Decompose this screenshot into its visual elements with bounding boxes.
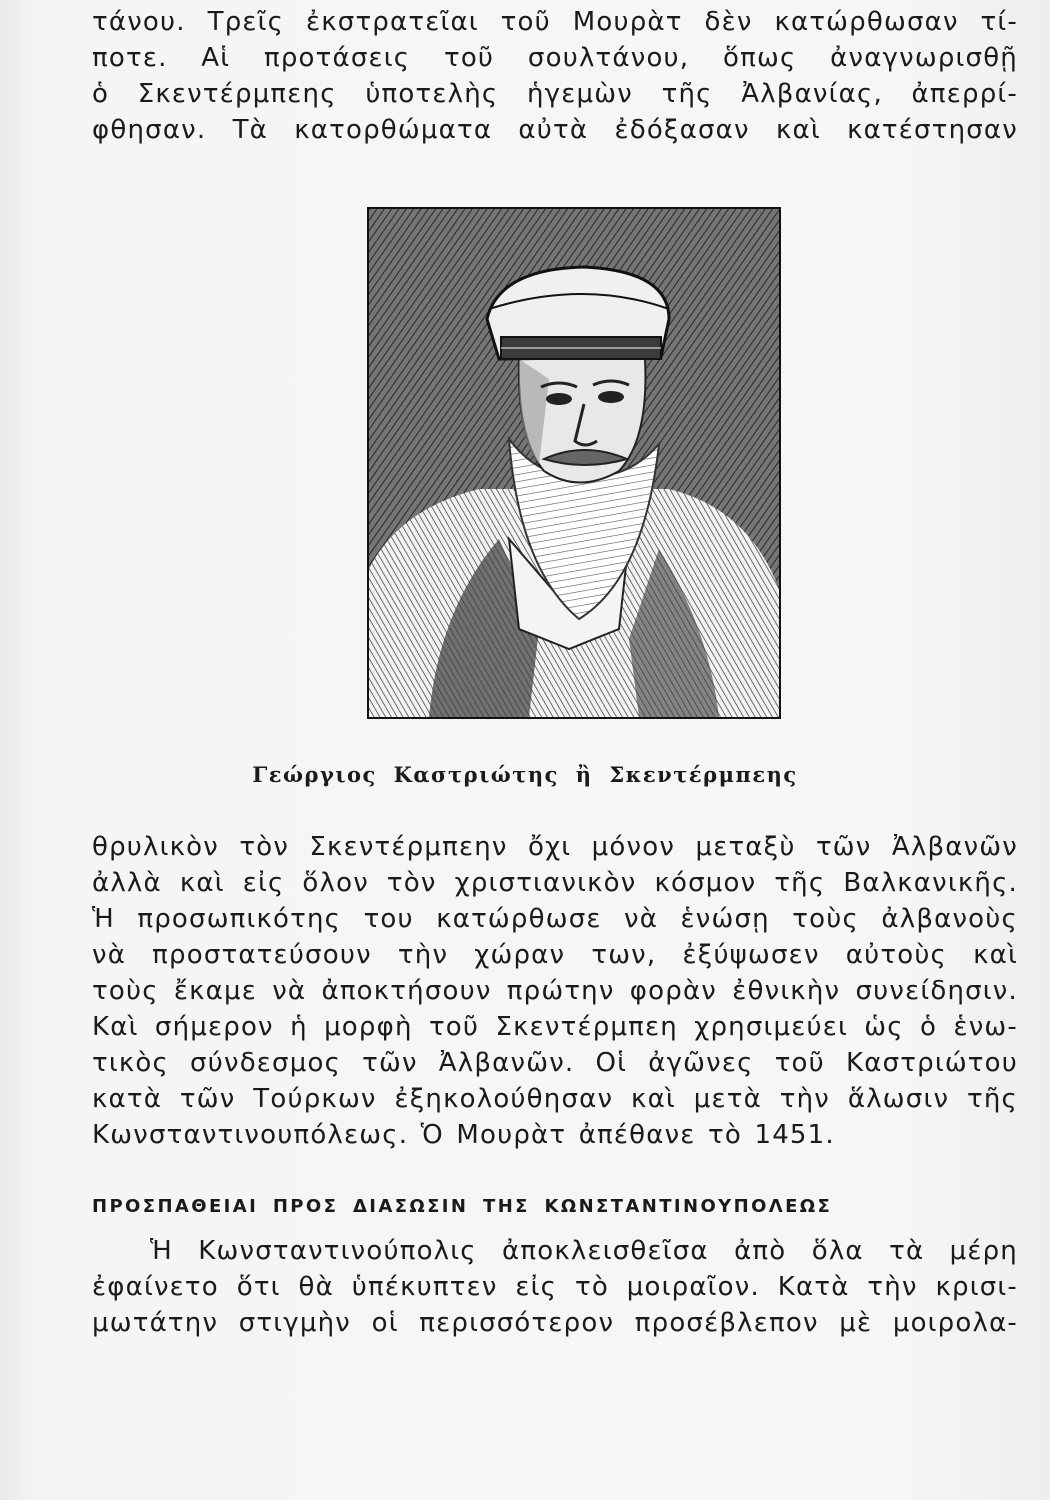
portrait-engraving [367,207,781,719]
paragraph-top [92,4,1018,148]
text-line: Ἡ Κωνσταντινούπολις ἀποκλεισθεῖσα ἀπὸ ὅλα τὰ μέρη [150,1236,1018,1266]
text-line: ἐφαίνετο ὅτι θὰ ὑπέκυπτεν εἰς τὸ μοιραῖον. Κατὰ τὴν κρισι- [92,1272,1018,1302]
paragraph-middle [92,829,1018,1153]
text-line: θρυλικὸν τὸν Σκεντέρμπεην ὄχι μόνον μεταξὺ τῶν Ἀλβανῶν [92,832,1018,862]
text-line: Ἡ προσωπικότης του κατώρθωσε νὰ ἑνώσῃ τοὺς ἀλβανοὺς [92,904,1018,934]
figure-caption: Γεώργιος Καστριώτης ἢ Σκεντέρμπεης [252,762,798,787]
text-line: ὁ Σκεντέρμπεης ὑποτελὴς ἡγεμὼν τῆς Ἀλβανίας, ἀπερρί- [92,79,1018,109]
text-line: νὰ προστατεύσουν τὴν χώραν των, ἐξύψωσεν αὐτοὺς καὶ [92,940,1018,970]
text-line: τικὸς σύνδεσμος τῶν Ἀλβανῶν. Οἱ ἀγῶνες τοῦ Καστριώτου [92,1048,1018,1078]
text-line: Κωνσταντινουπόλεως. Ὁ Μουρὰτ ἀπέθανε τὸ 1451. [92,1120,835,1150]
text-line: Καὶ σήμερον ἡ μορφὴ τοῦ Σκεντέρμπεη χρησιμεύει ὡς ὁ ἑνω- [92,1012,1018,1042]
paragraph-bottom [92,1233,1018,1341]
text-line: ποτε. Αἱ προτάσεις τοῦ σουλτάνου, ὅπως ἀναγνωρισθῇ [92,43,1018,73]
text-line: μωτάτην στιγμὴν οἱ περισσότερον προσέβλεπον μὲ μοιρολα- [92,1308,1018,1338]
text-line: κατὰ τῶν Τούρκων ἐξηκολούθησαν καὶ μετὰ τὴν ἅλωσιν τῆς [92,1084,1018,1114]
text-line: φθησαν. Τὰ κατορθώματα αὐτὰ ἐδόξασαν καὶ κατέστησαν [92,115,1018,145]
text-line: ἀλλὰ καὶ εἰς ὅλον τὸν χριστιανικὸν κόσμον τῆς Βαλκανικῆς. [92,868,1018,898]
section-heading: ΠΡΟΣΠΑΘΕΙΑΙ ΠΡΟΣ ΔΙΑΣΩΣΙΝ ΤΗΣ ΚΩΝΣΤΑΝΤΙΝΟΥΠΟΛΕΩΣ [92,1196,833,1217]
text-line: τοὺς ἔκαμε νὰ ἀποκτήσουν πρώτην φορὰν ἐθνικὴν συνείδησιν. [92,976,1018,1006]
portrait-illustration [369,209,779,717]
text-line: τάνου. Τρεῖς ἐκστρατεῖαι τοῦ Μουρὰτ δὲν κατώρθωσαν τί- [92,7,1018,37]
